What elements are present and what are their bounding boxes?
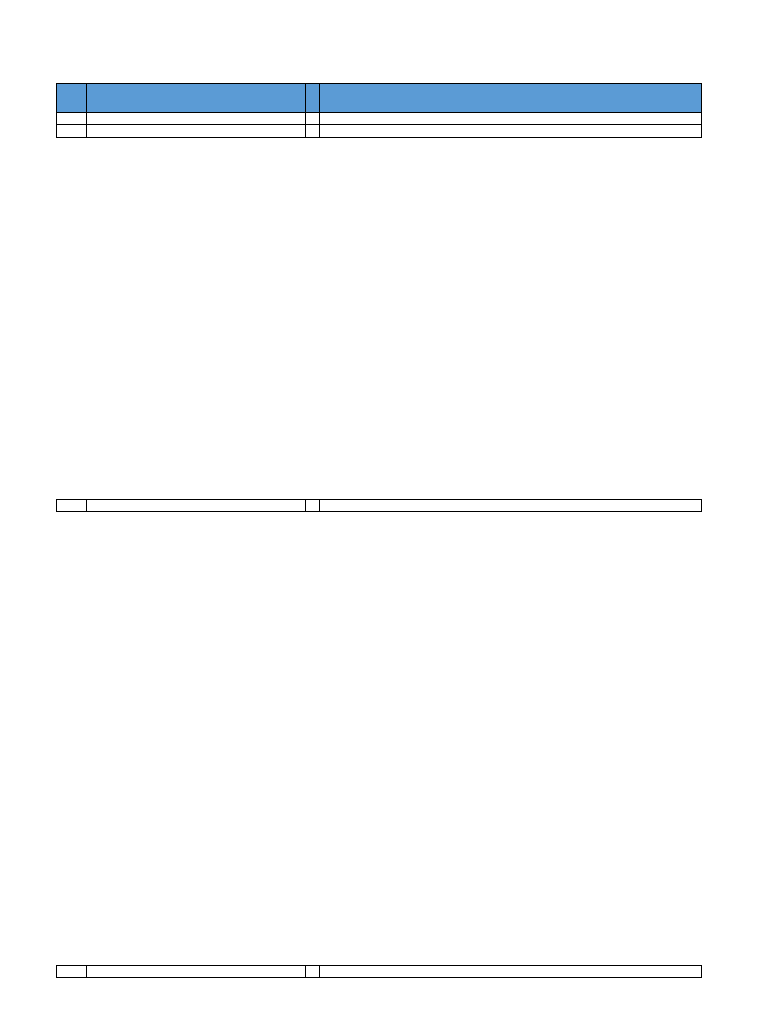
- colnum-2: [87, 966, 306, 978]
- colnum-1: [57, 113, 87, 125]
- header-colon: [306, 84, 320, 113]
- colnum-2: [87, 113, 306, 125]
- header-jabatan: [87, 84, 306, 113]
- colnum-4: [320, 500, 702, 512]
- colnum-4: [320, 113, 702, 125]
- column-number-row: [57, 113, 702, 125]
- committee-table-page2: [56, 499, 702, 512]
- colnum-4: [320, 966, 702, 978]
- colnum-3: [306, 113, 320, 125]
- column-number-row: [57, 966, 702, 978]
- table-header-row: [57, 84, 702, 113]
- colnum-1: [57, 500, 87, 512]
- colnum-3: [306, 500, 320, 512]
- committee-table-page3: [56, 965, 702, 978]
- colnum-2: [87, 500, 306, 512]
- header-nama: [320, 84, 702, 113]
- column-number-row: [57, 500, 702, 512]
- table-filler-row: [57, 125, 702, 138]
- colnum-3: [306, 966, 320, 978]
- header-no: [57, 84, 87, 113]
- committee-table-page1: [56, 83, 702, 138]
- colnum-1: [57, 966, 87, 978]
